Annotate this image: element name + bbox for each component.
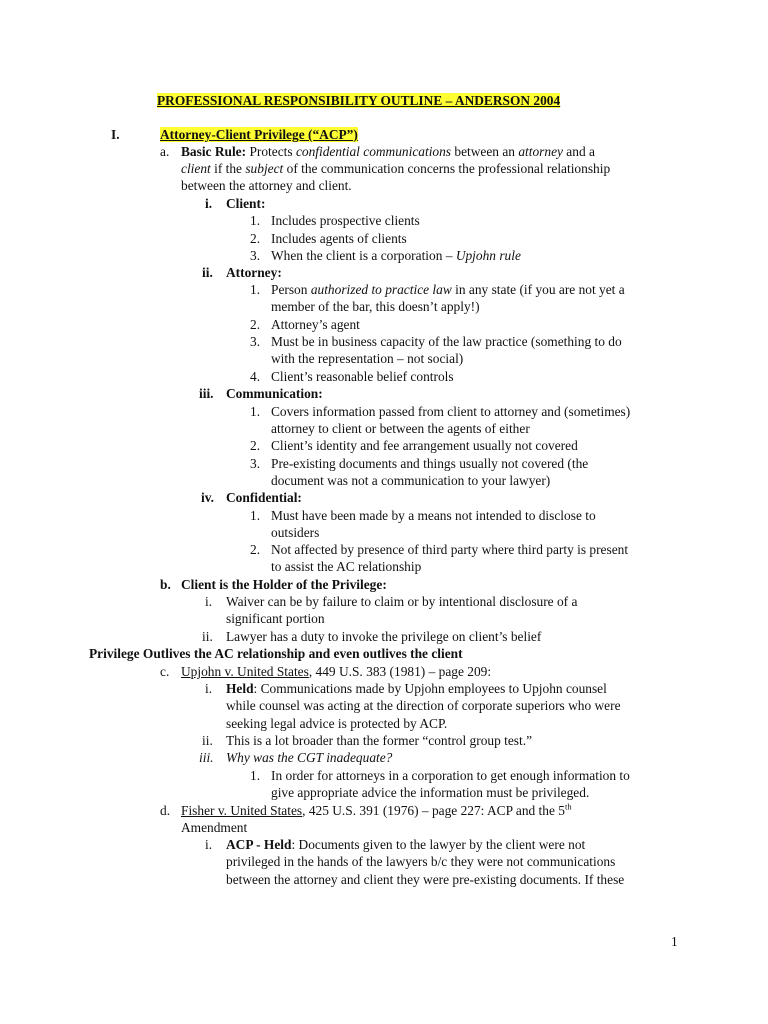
list-item: In order for attorneys in a corporation to get enough information to	[271, 768, 630, 783]
list-item: This is a lot broader than the former “control group test.”	[226, 733, 533, 748]
list-item-cont: outsiders	[271, 525, 320, 540]
item-label: 1.	[250, 404, 261, 419]
basic-rule-line-2: client if the subject of the communication concerns the professional relationship	[181, 161, 611, 176]
item-label: ii.	[202, 733, 213, 748]
item-label: 3.	[250, 248, 261, 263]
section-heading: Attorney-Client Privilege (“ACP”)	[160, 127, 358, 142]
list-item: Waiver can be by failure to claim or by intentional disclosure of a	[226, 594, 578, 609]
list-item: Must have been made by a means not intended to disclose to	[271, 508, 596, 523]
item-label: i.	[205, 837, 213, 852]
list-item: Client’s identity and fee arrangement usually not covered	[271, 438, 578, 453]
privilege-outlives-note: Privilege Outlives the AC relationship and even outlives the client	[89, 646, 463, 661]
holding-line-2: while counsel was acting at the direction of corporate superiors who were	[226, 698, 621, 713]
item-label: 2.	[250, 542, 261, 557]
holding-line-3: between the attorney and client they were pre-existing documents. If these	[226, 872, 625, 887]
item-label: iii.	[199, 750, 214, 765]
document-title: PROFESSIONAL RESPONSIBILITY OUTLINE – ANDERSON 2004	[157, 93, 561, 108]
basic-rule-line-3: between the attorney and client.	[181, 178, 352, 193]
item-label: ii.	[202, 265, 213, 280]
confidential-heading: Confidential:	[226, 490, 302, 505]
item-label: 2.	[250, 317, 261, 332]
communication-heading: Communication:	[226, 386, 323, 401]
section-number: I.	[111, 127, 120, 142]
holding-line-2: privileged in the hands of the lawyers b/c they were not communications	[226, 854, 616, 869]
case-citation: Upjohn v. United States, 449 U.S. 383 (1981) – page 209:	[181, 664, 492, 679]
holding-line-3: seeking legal advice is protected by ACP.	[226, 716, 448, 731]
item-label: 1.	[250, 508, 261, 523]
list-item: Not affected by presence of third party where third party is present	[271, 542, 629, 557]
item-label: 4.	[250, 369, 261, 384]
item-label: b.	[160, 577, 171, 592]
item-label: 1.	[250, 768, 261, 783]
list-item-cont: to assist the AC relationship	[271, 559, 422, 574]
item-label: iii.	[199, 386, 214, 401]
item-label: iv.	[201, 490, 215, 505]
list-item: Attorney’s agent	[271, 317, 360, 332]
holding-line-1: Held: Communications made by Upjohn employees to Upjohn counsel	[226, 681, 607, 696]
holder-heading: Client is the Holder of the Privilege:	[181, 577, 387, 592]
list-item: Client’s reasonable belief controls	[271, 369, 454, 384]
list-item: Includes prospective clients	[271, 213, 420, 228]
list-item-cont: document was not a communication to your lawyer)	[271, 473, 551, 488]
item-label: 3.	[250, 456, 261, 471]
item-label: ii.	[202, 629, 213, 644]
item-label: a.	[160, 144, 170, 159]
attorney-heading: Attorney:	[226, 265, 282, 280]
list-item-cont: attorney to client or between the agents of either	[271, 421, 530, 436]
list-item: Covers information passed from client to attorney and (sometimes)	[271, 404, 631, 419]
list-item: Person authorized to practice law in any state (if you are not yet a	[271, 282, 625, 297]
basic-rule-line-1: Basic Rule: Protects confidential communications between an attorney and a	[181, 144, 595, 159]
case-citation-cont: Amendment	[181, 820, 248, 835]
item-label: i.	[205, 196, 213, 211]
case-citation: Fisher v. United States, 425 U.S. 391 (1976) – page 227: ACP and the 5th	[181, 801, 572, 818]
list-item: Includes agents of clients	[271, 231, 407, 246]
list-item: Must be in business capacity of the law practice (something to do	[271, 334, 622, 349]
list-item: Why was the CGT inadequate?	[226, 750, 393, 765]
list-item-cont: with the representation – not social)	[271, 351, 464, 366]
item-label: i.	[205, 594, 213, 609]
item-label: 2.	[250, 438, 261, 453]
page-number: 1	[671, 934, 678, 949]
holding-line-1: ACP - Held: Documents given to the lawyer by the client were not	[226, 837, 586, 852]
item-label: 2.	[250, 231, 261, 246]
item-label: d.	[160, 803, 171, 818]
item-label: 1.	[250, 213, 261, 228]
list-item: Pre-existing documents and things usually not covered (the	[271, 456, 589, 471]
item-label: 1.	[250, 282, 261, 297]
item-label: c.	[160, 664, 170, 679]
item-label: 3.	[250, 334, 261, 349]
list-item-cont: significant portion	[226, 611, 325, 626]
list-item: Lawyer has a duty to invoke the privilege on client’s belief	[226, 629, 542, 644]
list-item-cont: member of the bar, this doesn’t apply!)	[271, 299, 480, 314]
client-heading: Client:	[226, 196, 266, 211]
list-item-cont: give appropriate advice the information must be privileged.	[271, 785, 590, 800]
list-item: When the client is a corporation – Upjohn rule	[271, 248, 521, 263]
item-label: i.	[205, 681, 213, 696]
